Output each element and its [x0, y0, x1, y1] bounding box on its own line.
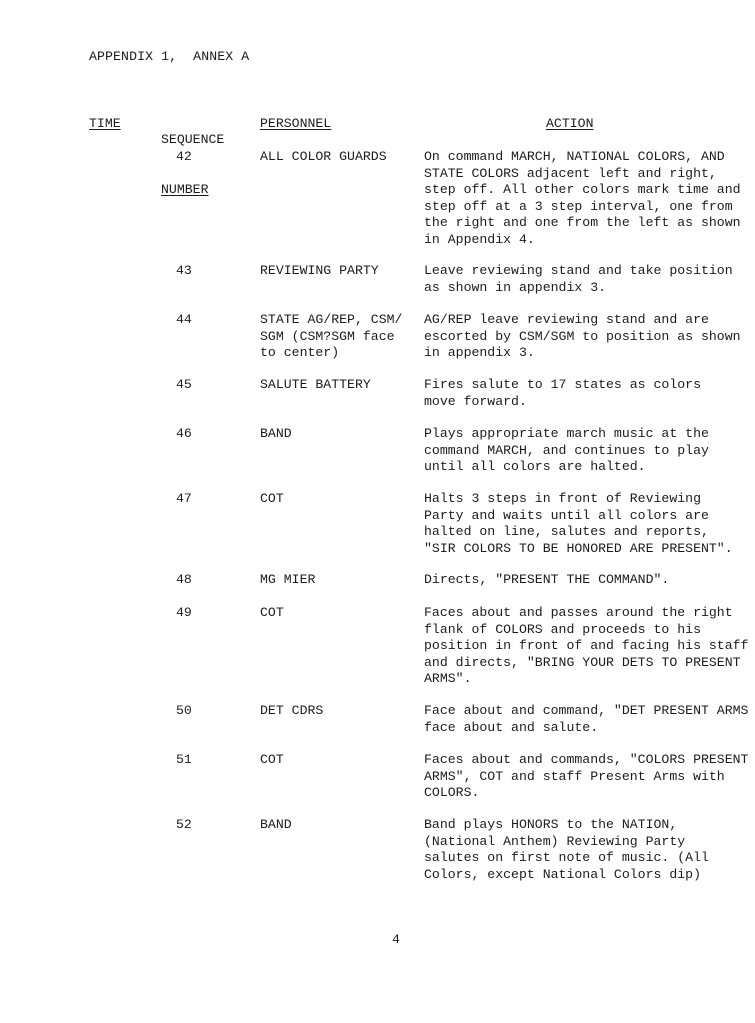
sequence-number: 43 — [176, 263, 192, 278]
sequence-number: 45 — [176, 377, 192, 392]
personnel-cell: MG MIER — [260, 572, 316, 587]
action-cell: AG/REP leave reviewing stand and are escorted by CSM/SGM to position as shown in appendix 3. — [424, 312, 741, 360]
personnel-cell: COT — [260, 491, 284, 506]
action-cell: Face about and command, "DET PRESENT ARMS face about and salute. — [424, 703, 749, 735]
sequence-number: 46 — [176, 426, 192, 441]
action-cell: Faces about and passes around the right flank of COLORS and proceeds to his position in front of and facing his staff and directs, "BRING YOUR DETS TO PRESENT ARMS". — [424, 605, 749, 686]
column-header-sequence-line1: SEQUENCE — [161, 132, 225, 147]
page-number: 4 — [392, 932, 400, 947]
personnel-cell: COT — [260, 605, 284, 620]
sequence-number: 42 — [176, 149, 192, 164]
column-header-action: ACTION — [546, 116, 594, 131]
action-cell: Band plays HONORS to the NATION, (National Anthem) Reviewing Party salutes on first note of music. (All Colors, except National Colors dip) — [424, 817, 709, 882]
sequence-number: 48 — [176, 572, 192, 587]
personnel-cell: DET CDRS — [260, 703, 324, 718]
sequence-number: 51 — [176, 752, 192, 767]
column-header-personnel: PERSONNEL — [260, 116, 332, 131]
sequence-number: 49 — [176, 605, 192, 620]
action-cell: Directs, "PRESENT THE COMMAND". — [424, 572, 670, 587]
personnel-cell: SALUTE BATTERY — [260, 377, 371, 392]
action-cell: Plays appropriate march music at the command MARCH, and continues to play until all colors are halted. — [424, 426, 709, 474]
appendix-heading: APPENDIX 1, ANNEX A — [89, 49, 250, 64]
sequence-number: 47 — [176, 491, 192, 506]
personnel-cell: STATE AG/REP, CSM/ SGM (CSM?SGM face to center) — [260, 312, 403, 360]
personnel-cell: COT — [260, 752, 284, 767]
action-cell: Faces about and commands, "COLORS PRESENT ARMS", COT and staff Present Arms with COLORS. — [424, 752, 749, 800]
sequence-number: 52 — [176, 817, 192, 832]
action-cell: On command MARCH, NATIONAL COLORS, AND STATE COLORS adjacent left and right, step off. All other colors mark time and step off at a 3 step interval, one from the right and one from the left as shown in Appendix 4. — [424, 149, 741, 247]
column-header-sequence-line2: NUMBER — [161, 181, 209, 197]
column-header-sequence — [161, 99, 224, 231]
action-cell: Fires salute to 17 states as colors move forward. — [424, 377, 701, 409]
personnel-cell: BAND — [260, 426, 292, 441]
personnel-cell: BAND — [260, 817, 292, 832]
personnel-cell: ALL COLOR GUARDS — [260, 149, 387, 164]
sequence-number: 50 — [176, 703, 192, 718]
sequence-number: 44 — [176, 312, 192, 327]
action-cell: Halts 3 steps in front of Reviewing Party and waits until all colors are halted on line, salutes and reports, "SIR COLORS TO BE HONORED ARE PRESENT". — [424, 491, 733, 556]
action-cell: Leave reviewing stand and take position as shown in appendix 3. — [424, 263, 733, 295]
personnel-cell: REVIEWING PARTY — [260, 263, 379, 278]
column-header-time: TIME — [89, 116, 121, 131]
